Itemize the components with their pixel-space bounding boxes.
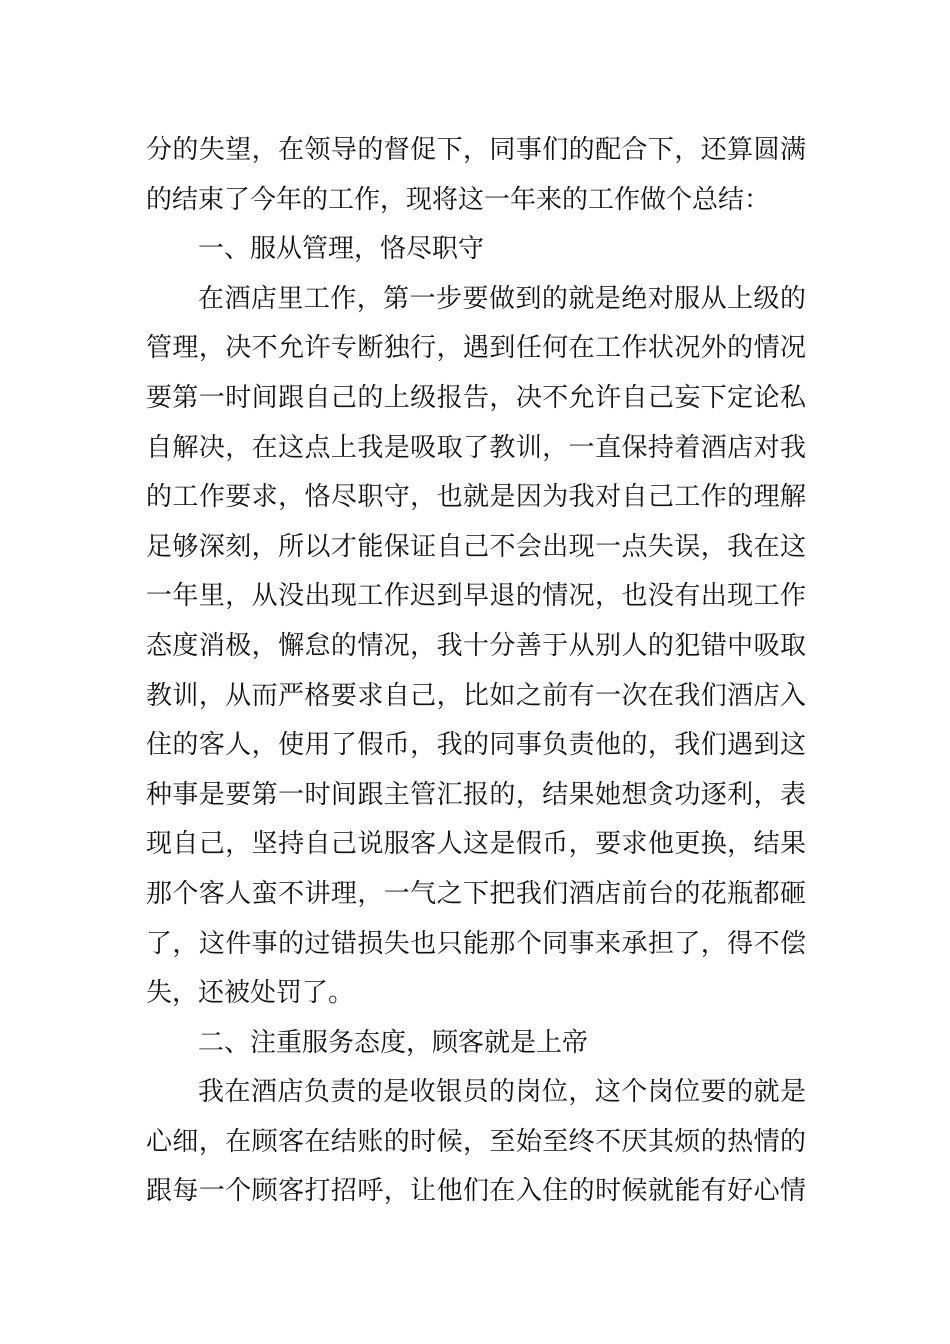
body-line: 自解决，在这点上我是吸取了教训，一直保持着酒店对我 xyxy=(146,432,806,463)
document-body xyxy=(146,126,806,1217)
body-line: 足够深刻，所以才能保证自己不会出现一点失误，我在这 xyxy=(146,531,806,562)
body-line: 一年里，从没出现工作迟到早退的情况，也没有出现工作 xyxy=(146,581,806,612)
body-line: 现自己，坚持自己说服客人这是假币，要求他更换，结果 xyxy=(146,829,806,860)
body-line: 失，还被处罚了。 xyxy=(146,978,355,1009)
body-line: 分的失望，在领导的督促下，同事们的配合下，还算圆满 xyxy=(146,135,806,165)
body-line: 教训，从而严格要求自己，比如之前有一次在我们酒店入 xyxy=(146,680,806,711)
body-line: 的工作要求，恪尽职守，也就是因为我对自己工作的理解 xyxy=(146,482,806,513)
body-line: 要第一时间跟自己的上级报告，决不允许自己妄下定论私 xyxy=(146,382,806,413)
body-line: 管理，决不允许专断独行，遇到任何在工作状况外的情况 xyxy=(146,333,806,364)
body-line: 住的客人，使用了假币，我的同事负责他的，我们遇到这 xyxy=(146,730,806,761)
section-heading-1: 一、服从管理，恪尽职守 xyxy=(198,234,485,265)
body-line: 心细，在顾客在结账的时候，至始至终不厌其烦的热情的 xyxy=(146,1126,806,1157)
body-line: 在酒店里工作，第一步要做到的就是绝对服从上级的 xyxy=(198,283,806,314)
section-heading-2: 二、注重服务态度，顾客就是上帝 xyxy=(198,1027,589,1058)
body-line: 我在酒店负责的是收银员的岗位，这个岗位要的就是 xyxy=(198,1077,806,1108)
body-line: 的结束了今年的工作，现将这一年来的工作做个总结： xyxy=(146,184,771,215)
body-line: 态度消极，懈怠的情况，我十分善于从别人的犯错中吸取 xyxy=(146,630,806,661)
body-line: 种事是要第一时间跟主管汇报的，结果她想贪功逐利，表 xyxy=(146,779,806,810)
body-line: 了，这件事的过错损失也只能那个同事来承担了，得不偿 xyxy=(146,928,806,959)
body-line: 跟每一个顾客打招呼，让他们在入住的时候就能有好心情 xyxy=(146,1176,806,1207)
body-line: 那个客人蛮不讲理，一气之下把我们酒店前台的花瓶都砸 xyxy=(146,878,806,909)
